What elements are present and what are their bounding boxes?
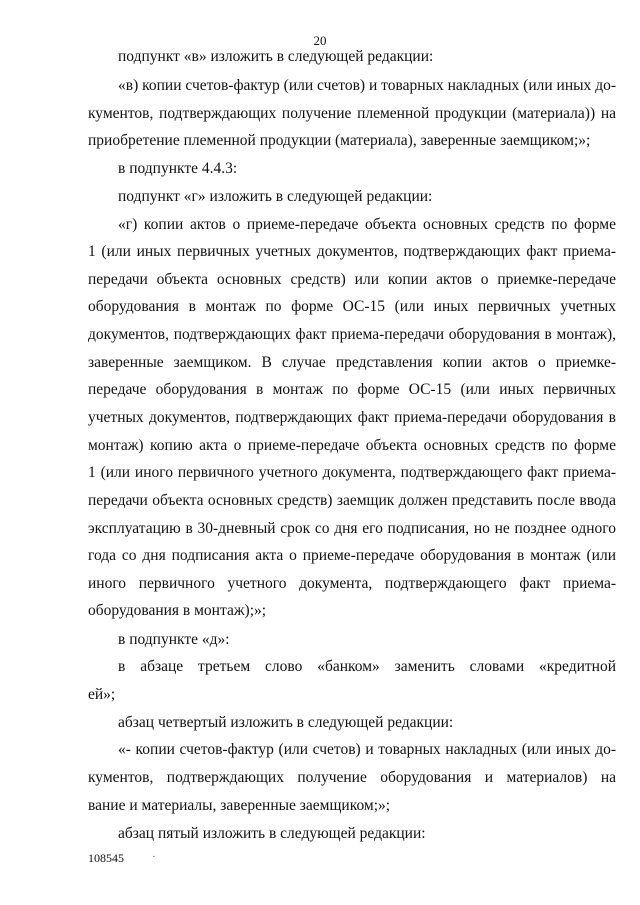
text-line-14: учетных документов, подтверждающих факт приема-передачи оборудования в bbox=[88, 409, 616, 426]
text-line-16: 1 (или иного первичного учетного документа, подтверждающего факт приема- bbox=[88, 464, 616, 481]
text-line-10: оборудования в монтаж по форме ОС-15 (или иных первичных учетных bbox=[88, 298, 616, 315]
text-line-1: подпункт «в» изложить в следующей редакции: bbox=[118, 48, 434, 65]
text-line-6: подпункт «г» изложить в следующей редакции: bbox=[118, 188, 433, 205]
text-line-19: года со дня подписания акта о приеме-передаче оборудования в монтаж (или bbox=[88, 547, 616, 564]
text-line-24: ей»; bbox=[88, 686, 116, 703]
text-line-12: заверенные заемщиком. В случае представления копии актов о приемке- bbox=[88, 354, 616, 371]
text-line-22: в подпункте «д»: bbox=[118, 631, 230, 648]
text-line-23: в абзаце третьем слово «банком» заменить словами «кредитной bbox=[118, 658, 616, 675]
text-line-13: передаче оборудования в монтаж по форме ОС-15 (или иных первичных bbox=[88, 381, 616, 398]
text-line-20: иного первичного учетного документа, подтверждающего факт приема- bbox=[88, 575, 616, 592]
text-line-26: «- копии счетов-фактур (или счетов) и товарных накладных (или иных до- bbox=[118, 741, 616, 758]
text-line-17: передачи объекта основных средств) заемщик должен представить после ввода bbox=[88, 492, 616, 509]
text-line-21: оборудования в монтаж);»; bbox=[88, 602, 267, 619]
text-line-4: приобретение племенной продукции (материала), заверенные заемщиком;»; bbox=[88, 132, 591, 149]
text-line-29: абзац пятый изложить в следующей редакции: bbox=[118, 825, 426, 842]
document-code: 108545 bbox=[88, 851, 124, 865]
text-line-27: кументов, подтверждающих получение оборудования и материалов) на bbox=[88, 769, 616, 786]
text-line-25: абзац четвертый изложить в следующей редакции: bbox=[118, 714, 454, 731]
text-line-7: «г) копии актов о приеме-передаче объекта основных средств по форме bbox=[118, 216, 616, 233]
text-line-15: монтаж) копию акта о приеме-передаче объекта основных средств по форме bbox=[88, 437, 616, 454]
page-number: 20 bbox=[313, 33, 327, 48]
text-line-11: документов, подтверждающих факт приема-передачи оборудования в монтаж), bbox=[88, 326, 616, 343]
text-line-8: 1 (или иных первичных учетных документов, подтверждающих факт приема- bbox=[88, 243, 616, 260]
text-line-18: эксплуатацию в 30-дневный срок со дня его подписания, но не позднее одного bbox=[88, 520, 616, 537]
text-line-3: кументов, подтверждающих получение племенной продукции (материала)) на bbox=[88, 105, 616, 122]
text-line-28: вание и материалы, заверенные заемщиком;»; bbox=[88, 797, 391, 814]
text-line-2: «в) копии счетов-фактур (или счетов) и товарных накладных (или иных до- bbox=[118, 77, 616, 94]
text-line-9: передачи объекта основных средств) или копии актов о приемке-передаче bbox=[88, 271, 616, 288]
text-line-5: в подпункте 4.4.3: bbox=[118, 160, 238, 177]
margin-mark: · bbox=[152, 851, 156, 863]
